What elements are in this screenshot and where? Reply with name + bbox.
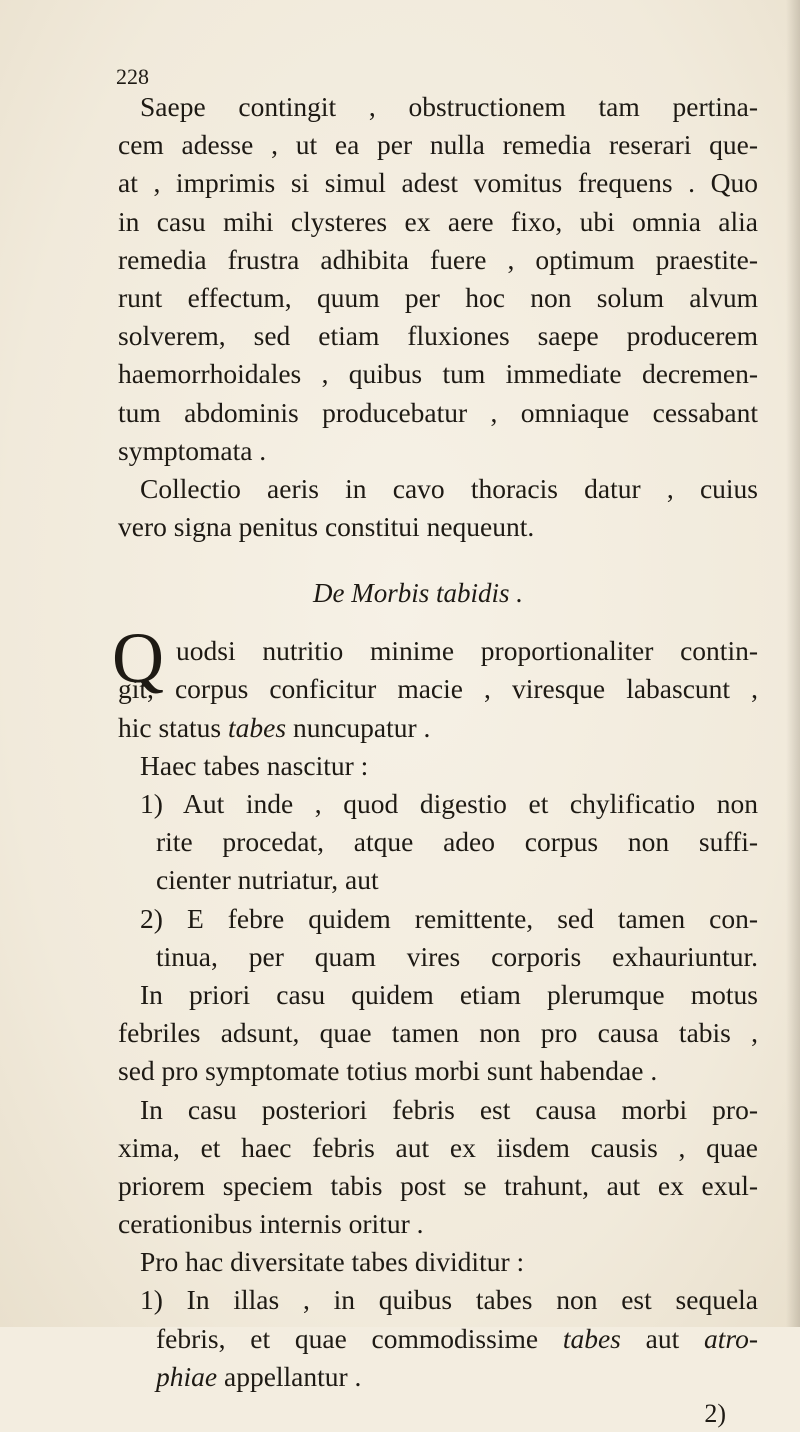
text-line: uodsi nutritio minime proportionaliter contin- (176, 635, 758, 667)
italic-term: tabes (562, 1322, 621, 1354)
paragraph-1 (118, 88, 758, 470)
paragraph-2 (118, 470, 758, 546)
text-line: in casu mihi clysteres ex aere fixo, ubi omnia alia (118, 205, 758, 237)
paragraph-5 (118, 976, 758, 1091)
text-line: rite procedat, atque adeo corpus non suffi- (156, 826, 758, 858)
text-run: febris, et quae commodissime (156, 1322, 563, 1354)
text-run: nuncupatur . (286, 711, 431, 743)
text-line: In casu posteriori febris est causa morbi pro- (140, 1093, 758, 1125)
text-line: priorem speciem tabis post se trahunt, aut ex exul- (118, 1169, 758, 1201)
page-number: 228 (116, 64, 149, 89)
paragraph-6 (118, 1091, 758, 1244)
text-line: tum abdominis producebatur , omniaque cessabant (118, 396, 758, 428)
paragraph-7: Pro hac diversitate tabes dividitur : (140, 1246, 525, 1278)
italic-term: phiae (156, 1360, 218, 1392)
text-line: at , imprimis si simul adest vomitus frequens . Quo (118, 167, 758, 199)
text-line: 1) In illas , in quibus tabes non est sequela (140, 1284, 758, 1316)
text-line: cerationibus internis oritur . (118, 1208, 424, 1240)
text-line: In priori casu quidem etiam plerumque motus (140, 978, 758, 1010)
drop-cap: Q (112, 618, 164, 699)
text-line: febriles adsunt, quae tamen non pro causa tabis , (118, 1017, 758, 1049)
text-line: vero signa penitus constitui nequeunt. (118, 511, 535, 543)
text-line: 2) E febre quidem remittente, sed tamen con- (140, 902, 758, 934)
text-line: remedia frustra adhibita fuere , optimum praestite- (118, 243, 758, 275)
text-line: symptomata . (118, 434, 267, 466)
text-line: solverem, sed etiam fluxiones saepe producerem (118, 320, 758, 352)
text-run: appellantur . (217, 1360, 362, 1392)
text-line: sed pro symptomate totius morbi sunt habendae . (118, 1055, 658, 1087)
text-line (118, 1358, 758, 1396)
text-line: Collectio aeris in cavo thoracis datur , cuius (140, 472, 758, 504)
list-item-3 (118, 1281, 758, 1396)
text-line: 1) Aut inde , quod digestio et chylificatio non (140, 788, 758, 819)
text-line (118, 1320, 758, 1358)
text-line: cienter nutriatur, aut (156, 864, 379, 896)
text-line (118, 709, 758, 747)
paragraph-3 (112, 618, 758, 747)
text-run: hic status (118, 711, 228, 743)
text-line: git, corpus conficitur macie , viresque labascunt , (118, 673, 758, 705)
text-line: haemorrhoidales , quibus tum immediate decremen- (118, 358, 758, 390)
text-run: aut (620, 1322, 705, 1354)
text-line: runt effectum, quum per hoc non solum alvum (118, 281, 758, 313)
text-block (112, 62, 758, 1432)
list-item-2 (118, 900, 758, 976)
text-line: tinua, per quam vires corporis exhauriuntur. (156, 940, 758, 972)
italic-term: atro- (704, 1322, 758, 1354)
paragraph-4: Haec tabes nascitur : (140, 749, 369, 781)
page-edge-shadow (786, 0, 800, 1327)
section-title: De Morbis tabidis . (312, 578, 523, 609)
text-line: cem adesse , ut ea per nulla remedia reserari que- (118, 129, 758, 161)
italic-term: tabes (228, 711, 287, 743)
text-line: xima, et haec febris aut ex iisdem causis , quae (118, 1131, 758, 1163)
text-line: Saepe contingit , obstructionem tam pertina- (140, 91, 758, 122)
list-item-1 (118, 785, 758, 900)
catchword: 2) (704, 1399, 726, 1428)
